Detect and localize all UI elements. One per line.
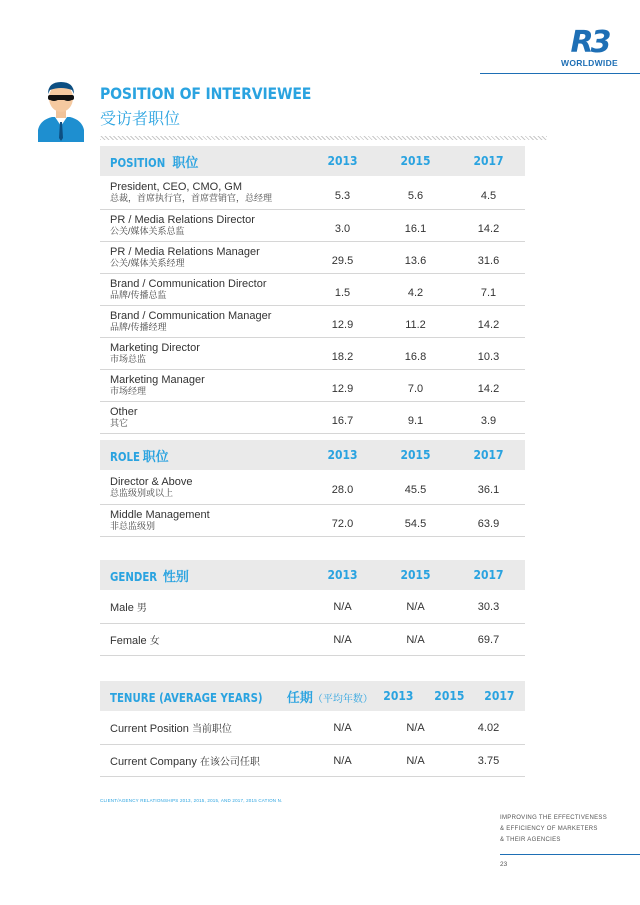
cell-value: 16.7 xyxy=(331,414,354,427)
cell-value: 69.7 xyxy=(477,633,500,646)
cell-value: N/A xyxy=(406,754,425,767)
cell-value: 28.0 xyxy=(331,484,354,496)
row-label: Female xyxy=(110,635,147,647)
cell-value: 7.0 xyxy=(407,382,424,395)
row-label: President, CEO, CMO, GM xyxy=(110,181,243,193)
table-row xyxy=(100,370,525,402)
row-label: Marketing Director xyxy=(110,342,200,354)
page-title-cn: 受访者职位 xyxy=(100,111,181,128)
tagline-line: & THEIR AGENCIES xyxy=(500,837,561,843)
cell-value: 54.5 xyxy=(404,517,427,530)
table-row xyxy=(100,470,525,505)
cell-value: 13.6 xyxy=(404,254,427,267)
header-label-cn: 职位 xyxy=(142,448,169,464)
page-number: 23 xyxy=(500,861,508,868)
table-row xyxy=(100,176,525,210)
row-label: Brand / Communication Manager xyxy=(110,310,272,322)
cell-value: 45.5 xyxy=(404,484,427,496)
header-rule xyxy=(480,73,640,74)
cell-value: 9.1 xyxy=(407,414,424,427)
cell-value: N/A xyxy=(333,721,352,734)
cell-value: N/A xyxy=(406,633,425,646)
cell-value: 7.1 xyxy=(480,286,497,299)
page-title: POSITION OF INTERVIEWEE xyxy=(100,84,312,103)
header-label: ROLE xyxy=(110,449,141,464)
cell-value: 18.2 xyxy=(331,350,354,363)
table-row xyxy=(100,745,525,777)
year-header: 2015 xyxy=(400,568,431,582)
row-label: Middle Management xyxy=(110,509,210,521)
cell-value: 29.5 xyxy=(331,254,354,267)
cell-value: 63.9 xyxy=(477,517,500,530)
hatch-divider xyxy=(100,136,547,140)
cell-value: 10.3 xyxy=(477,350,500,363)
header-label: TENURE (AVERAGE YEARS) xyxy=(110,690,263,705)
cell-value: 14.2 xyxy=(477,318,500,331)
row-label-cn: 市场经理 xyxy=(110,386,147,396)
row-label: Director & Above xyxy=(110,475,193,488)
row-label-cn: 总监级别或以上 xyxy=(110,487,174,498)
tagline-line: & EFFICIENCY OF MARKETERS xyxy=(500,826,598,832)
row-label-cn: 市场总监 xyxy=(110,354,147,364)
footer-rule xyxy=(500,854,640,855)
cell-value: 1.5 xyxy=(334,286,351,299)
cell-value: N/A xyxy=(333,600,352,613)
row-label-cn: 公关/媒体关系总监 xyxy=(110,226,185,236)
row-label-cn: 总裁，首席执行官，首席营销官，总经理 xyxy=(110,193,273,203)
cell-value: 14.2 xyxy=(477,222,500,235)
cell-value: N/A xyxy=(406,721,425,734)
row-label: Marketing Manager xyxy=(110,374,205,386)
row-label-cn: 非总监级别 xyxy=(110,521,156,531)
table-row xyxy=(100,274,525,306)
year-header: 2017 xyxy=(484,689,515,703)
year-header: 2015 xyxy=(400,448,431,462)
year-header: 2015 xyxy=(400,154,431,168)
cell-value: 12.9 xyxy=(331,382,354,395)
table-row xyxy=(100,306,525,338)
table-row xyxy=(100,402,525,434)
r3-logo xyxy=(561,25,618,68)
cell-value: 30.3 xyxy=(477,600,500,613)
footnote: CLIENT/AGENCY RELATIONSHIPS 2013, 2015, 2015, AND 2017, 2015 CATION N. xyxy=(100,798,283,803)
year-header: 2015 xyxy=(433,689,464,703)
cell-value: 12.9 xyxy=(331,318,354,331)
row-label-cn: 当前职位 xyxy=(191,724,232,735)
tagline xyxy=(500,813,607,846)
table-row xyxy=(100,210,525,242)
table-header xyxy=(100,560,525,590)
year-header: 2013 xyxy=(383,689,414,703)
row-label-cn: 其它 xyxy=(110,418,129,428)
header-label-paren: （平均年数） xyxy=(312,693,373,705)
table-row xyxy=(100,338,525,370)
year-header: 2013 xyxy=(327,154,358,168)
cell-value: N/A xyxy=(333,633,352,646)
cell-value: 14.2 xyxy=(477,382,500,395)
row-label: Male xyxy=(110,602,134,614)
cell-value: 5.3 xyxy=(334,189,351,202)
row-label: Current Position xyxy=(110,723,189,735)
header-label-cn: 任期 xyxy=(286,689,313,705)
logo-mark: R3 xyxy=(570,25,609,60)
table-row xyxy=(100,624,525,656)
row-label-cn: 在该公司任职 xyxy=(199,757,260,768)
table-row xyxy=(100,505,525,537)
table-header xyxy=(100,440,525,470)
row-label: Brand / Communication Director xyxy=(110,278,267,290)
cell-value: 3.9 xyxy=(480,414,497,427)
row-label: PR / Media Relations Director xyxy=(110,214,255,226)
cell-value: 3.0 xyxy=(334,222,351,235)
cell-value: 31.6 xyxy=(477,254,500,267)
row-label: Current Company xyxy=(110,756,197,768)
cell-value: 4.02 xyxy=(477,721,500,734)
row-label-cn: 男 xyxy=(136,603,147,614)
header-label: GENDER xyxy=(110,569,158,584)
year-header: 2013 xyxy=(327,448,358,462)
cell-value: 16.8 xyxy=(404,350,427,363)
row-label: Other xyxy=(110,406,138,418)
year-header: 2013 xyxy=(327,568,358,582)
table-row xyxy=(100,711,525,745)
table-row xyxy=(100,590,525,624)
row-label-cn: 品牌/传播经理 xyxy=(110,322,167,332)
cell-value: 36.1 xyxy=(477,484,500,496)
position-table xyxy=(100,146,525,434)
row-label: PR / Media Relations Manager xyxy=(110,246,260,258)
year-header: 2017 xyxy=(473,448,504,462)
cell-value: 4.5 xyxy=(480,189,497,202)
role-table xyxy=(100,440,525,537)
cell-value: 3.75 xyxy=(477,754,500,767)
interviewee-avatar-icon xyxy=(36,78,86,142)
cell-value: N/A xyxy=(406,600,425,613)
row-label-cn: 品牌/传播总监 xyxy=(110,290,167,300)
header-label: POSITION xyxy=(110,155,166,170)
tenure-table xyxy=(100,681,525,777)
cell-value: N/A xyxy=(333,754,352,767)
tagline-line: IMPROVING THE EFFECTIVENESS xyxy=(500,815,608,821)
logo-subtitle: WORLDWIDE xyxy=(561,58,618,68)
row-label-cn: 公关/媒体关系经理 xyxy=(110,258,185,268)
cell-value: 11.2 xyxy=(405,318,426,331)
cell-value: 16.1 xyxy=(404,222,427,235)
cell-value: 4.2 xyxy=(407,286,424,299)
table-row xyxy=(100,242,525,274)
gender-table xyxy=(100,560,525,656)
header-label-cn: 性别 xyxy=(162,568,189,584)
year-header: 2017 xyxy=(473,154,504,168)
cell-value: 72.0 xyxy=(331,517,354,530)
table-header xyxy=(100,681,525,711)
row-label-cn: 女 xyxy=(149,636,160,647)
cell-value: 5.6 xyxy=(407,189,424,202)
year-header: 2017 xyxy=(473,568,504,582)
header-label-cn: 职位 xyxy=(172,154,199,170)
table-header xyxy=(100,146,525,176)
